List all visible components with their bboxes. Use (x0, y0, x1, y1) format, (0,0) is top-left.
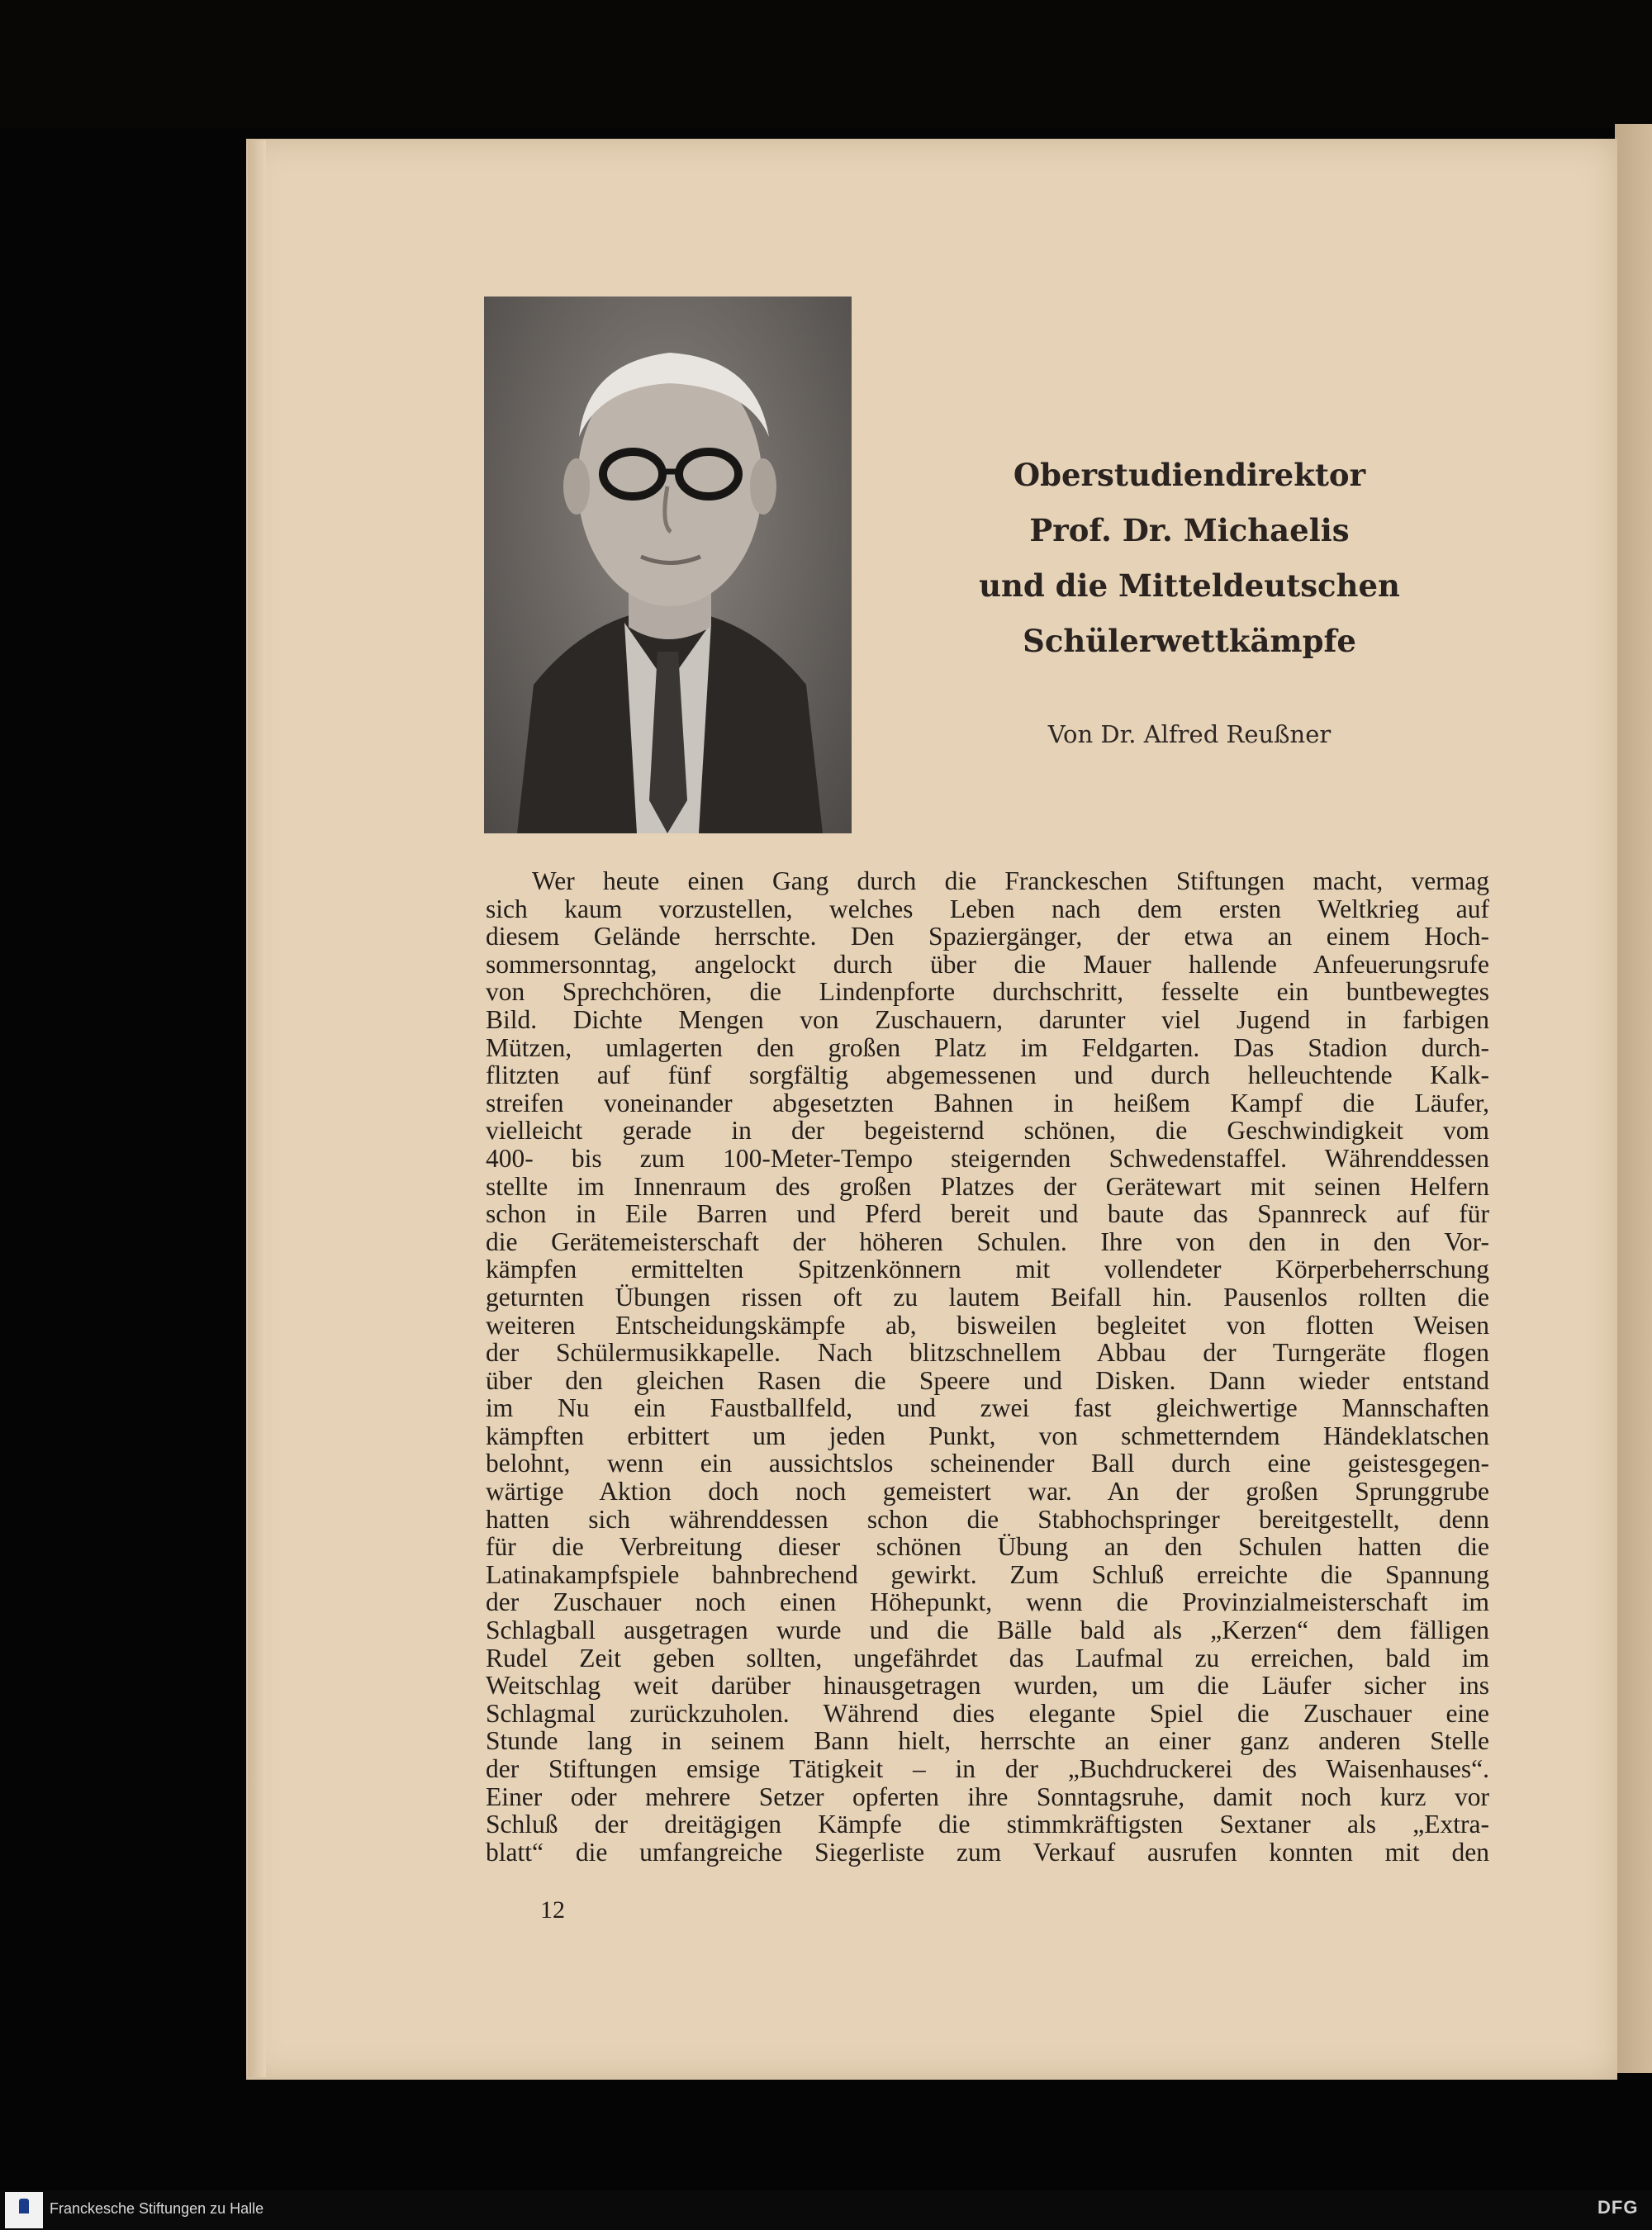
body-line: der Stiftungen emsige Tätigkeit – in der „Buchdruckerei des Waisenhauses“. (486, 1754, 1489, 1783)
title-line: und die Mitteldeutschen (979, 567, 1400, 604)
body-line: wärtige Aktion doch noch gemeistert war. An der großen Sprunggrube (486, 1477, 1489, 1506)
body-line: sommersonntag, angelockt durch über die Mauer hallende Anfeuerungsrufe (486, 949, 1489, 979)
body-line: im Nu ein Faustballfeld, und zwei fast gleichwertige Mannschaften (486, 1393, 1489, 1423)
body-line: kämpfen ermittelten Spitzenkönnern mit vollendeter Körperbeherrschung (486, 1255, 1489, 1284)
body-line: streifen voneinander abgesetzten Bahnen in heißem Kampf die Läufer, (486, 1088, 1489, 1117)
body-line: Schlagball ausgetragen wurde und die Bälle bald als „Kerzen“ dem fälligen (486, 1616, 1489, 1645)
body-line: 400- bis zum 100-Meter-Tempo steigernden Schwedenstaffel. Währenddessen (486, 1143, 1489, 1173)
page-gutter-shadow (248, 140, 266, 2077)
body-line: blatt“ die umfangreiche Siegerliste zum Verkauf ausrufen konnten mit den (486, 1837, 1489, 1867)
body-line: Bild. Dichte Mengen von Zuschauern, darunter viel Jugend in farbigen (486, 1004, 1489, 1034)
body-line: Latinakampfspiele bahnbrechend gewirkt. Zum Schluß erreichte die Spannung (486, 1559, 1489, 1589)
body-line: sich kaum vorzustellen, welches Leben nach dem ersten Weltkrieg auf (486, 894, 1489, 923)
title-line: Prof. Dr. Michaelis (1029, 512, 1350, 548)
institution-link[interactable]: Franckesche Stiftungen zu Halle (50, 2200, 264, 2217)
body-line: der Schülermusikkapelle. Nach blitzschnellem Abbau der Turngeräte flogen (486, 1338, 1489, 1368)
body-line: über den gleichen Rasen die Speere und Disken. Dann wieder entstand (486, 1365, 1489, 1395)
body-line: die Gerätemeisterschaft der höheren Schulen. Ihre von den in den Vor- (486, 1226, 1489, 1256)
portrait-photo (484, 297, 852, 833)
portrait-drawing (484, 297, 852, 833)
body-line: Schlagmal zurückzuholen. Während dies elegante Spiel die Zuschauer eine (486, 1698, 1489, 1728)
body-line: Rudel Zeit geben sollten, ungefährdet das Laufmal zu erreichen, bald im (486, 1643, 1489, 1672)
body-line: der Zuschauer noch einen Höhepunkt, wenn die Provinzialmeisterschaft im (486, 1587, 1489, 1617)
body-line: hatten sich währenddessen schon die Stabhochspringer bereitgestellt, denn (486, 1504, 1489, 1534)
body-line: kämpften erbittert um jeden Punkt, von schmetterndem Händeklatschen (486, 1421, 1489, 1450)
body-line: Mützen, umlagerten den großen Platz im Feldgarten. Das Stadion durch- (486, 1032, 1489, 1062)
body-line: vielleicht gerade in der begeisternd schönen, die Geschwindigkeit vom (486, 1116, 1489, 1146)
body-line: stellte im Innenraum des großen Platzes der Gerätewart mit seinen Helfern (486, 1171, 1489, 1201)
body-line: Wer heute einen Gang durch die Franckeschen Stiftungen macht, vermag (532, 866, 1489, 895)
body-line: für die Verbreitung dieser schönen Übung an den Schulen hatten die (486, 1532, 1489, 1562)
body-line: Schluß der dreitägigen Kämpfe die stimmkräftigsten Sextaner als „Extra- (486, 1810, 1489, 1839)
logo-figure-icon (19, 2199, 29, 2213)
author-byline: Von Dr. Alfred Reußner (1047, 720, 1332, 748)
institution-logo-icon[interactable] (5, 2192, 43, 2228)
scan-background (0, 0, 1652, 128)
title-line: Schülerwettkämpfe (1023, 623, 1356, 659)
body-line: Einer oder mehrere Setzer opferten ihre Sonntagsruhe, damit noch kurz vor (486, 1782, 1489, 1811)
article-body (486, 867, 1489, 1866)
body-line: von Sprechchören, die Lindenpforte durchschritt, fesselte ein buntbewegtes (486, 977, 1489, 1007)
body-line: Stunde lang in seinem Bann hielt, herrschte an einer ganz anderen Stelle (486, 1726, 1489, 1756)
body-line: flitzten auf fünf sorgfältig abgemessenen und durch helleuchtende Kalk- (486, 1060, 1489, 1090)
dfg-logo[interactable]: DFG (1597, 2197, 1639, 2218)
next-page-edge (1615, 124, 1652, 2073)
title-line: Oberstudiendirektor (1013, 457, 1366, 493)
body-line: belohnt, wenn ein aussichtslos scheinender Ball durch eine geistesgegen- (486, 1449, 1489, 1478)
body-line: Weitschlag weit darüber hinausgetragen wurden, um die Läufer sicher ins (486, 1671, 1489, 1701)
body-line: weiteren Entscheidungskämpfe ab, bisweilen begleitet von flotten Weisen (486, 1310, 1489, 1340)
page-number: 12 (540, 1896, 565, 1924)
body-line: diesem Gelände herrschte. Den Spaziergänger, der etwa an einem Hoch- (486, 922, 1489, 951)
body-line: schon in Eile Barren und Pferd bereit und baute das Spannreck auf für (486, 1199, 1489, 1229)
body-line: geturnten Übungen rissen oft zu lautem Beifall hin. Pausenlos rollten die (486, 1282, 1489, 1312)
article-title (942, 448, 1437, 669)
